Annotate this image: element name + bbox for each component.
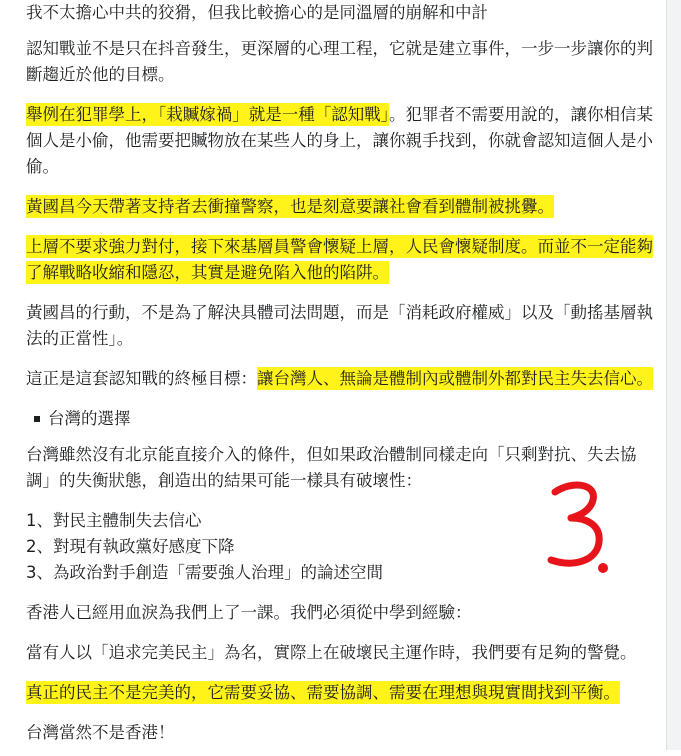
highlighted-text: 黃國昌今天帶著支持者去衝撞警察，也是刻意要讓社會看到體制被挑釁。 [26, 197, 554, 216]
paragraph [26, 680, 656, 706]
paragraph: 台灣當然不是香港！ [26, 723, 175, 742]
paragraph [26, 234, 656, 286]
paragraph: 當有人以「追求完美民主」為名，實際上在破壞民主運作時，我們要有足夠的警覺。 [26, 643, 637, 662]
list-item: 2、對現有執政黨好感度下降 [26, 537, 235, 556]
paragraph: 黃國昌的行動，不是為了解決具體司法問題，而是「消耗政府權威」以及「動搖基層執法的正當性」。 [26, 303, 653, 348]
post-body [26, 0, 656, 756]
paragraph: 我不太擔心中共的狡猾，但我比較擔心的是同溫層的崩解和中計 [26, 3, 488, 22]
list-item: 3、為政治對手創造「需要強人治理」的論述空間 [26, 563, 383, 582]
paragraph [26, 194, 656, 220]
handwritten-three-annotation [545, 478, 615, 578]
highlighted-text: 上層不要求強力對付，接下來基層員警會懷疑上層，人民會懷疑制度。而並不一定能夠了解戰略收縮和隱忍，其實是避免陷入他的陷阱。 [26, 237, 653, 282]
paragraph: 台灣雖然沒有北京能直接介入的條件，但如果政治體制同樣走向「只剩對抗、失去協調」的失衡狀態，創造出的結果可能一樣具有破壞性： [26, 445, 637, 490]
bullet-icon [34, 416, 40, 422]
list-item: 1、對民主體制失去信心 [26, 511, 202, 530]
paragraph: 香港人已經用血淚為我們上了一課。我們必須從中學到經驗： [26, 603, 472, 622]
highlighted-text: 真正的民主不是完美的，它需要妥協、需要協調、需要在理想與現實間找到平衡。 [26, 683, 620, 702]
highlighted-text: 讓台灣人、無論是體制內或體制外都對民主失去信心。 [257, 369, 653, 388]
page-edge [666, 0, 681, 750]
highlighted-text: 舉例在犯罪學上，「栽贓嫁禍」就是一種「認知戰」 [26, 105, 389, 124]
paragraph: 這正是這套認知戰的終極目標：讓台灣人、無論是體制內或體制外都對民主失去信心。 [26, 369, 653, 388]
paragraph: 舉例在犯罪學上，「栽贓嫁禍」就是一種「認知戰」。犯罪者不需要用說的，讓你相信某個人是小偷，他需要把贓物放在某些人的身上，讓你親手找到，你就會認知這個人是小偷。 [26, 105, 653, 176]
paragraph: 認知戰並不是只在抖音發生，更深層的心理工程，它就是建立事件，一步一步讓你的判斷趨近於他的目標。 [26, 39, 653, 84]
section-heading: 台灣的選擇 [34, 406, 656, 432]
